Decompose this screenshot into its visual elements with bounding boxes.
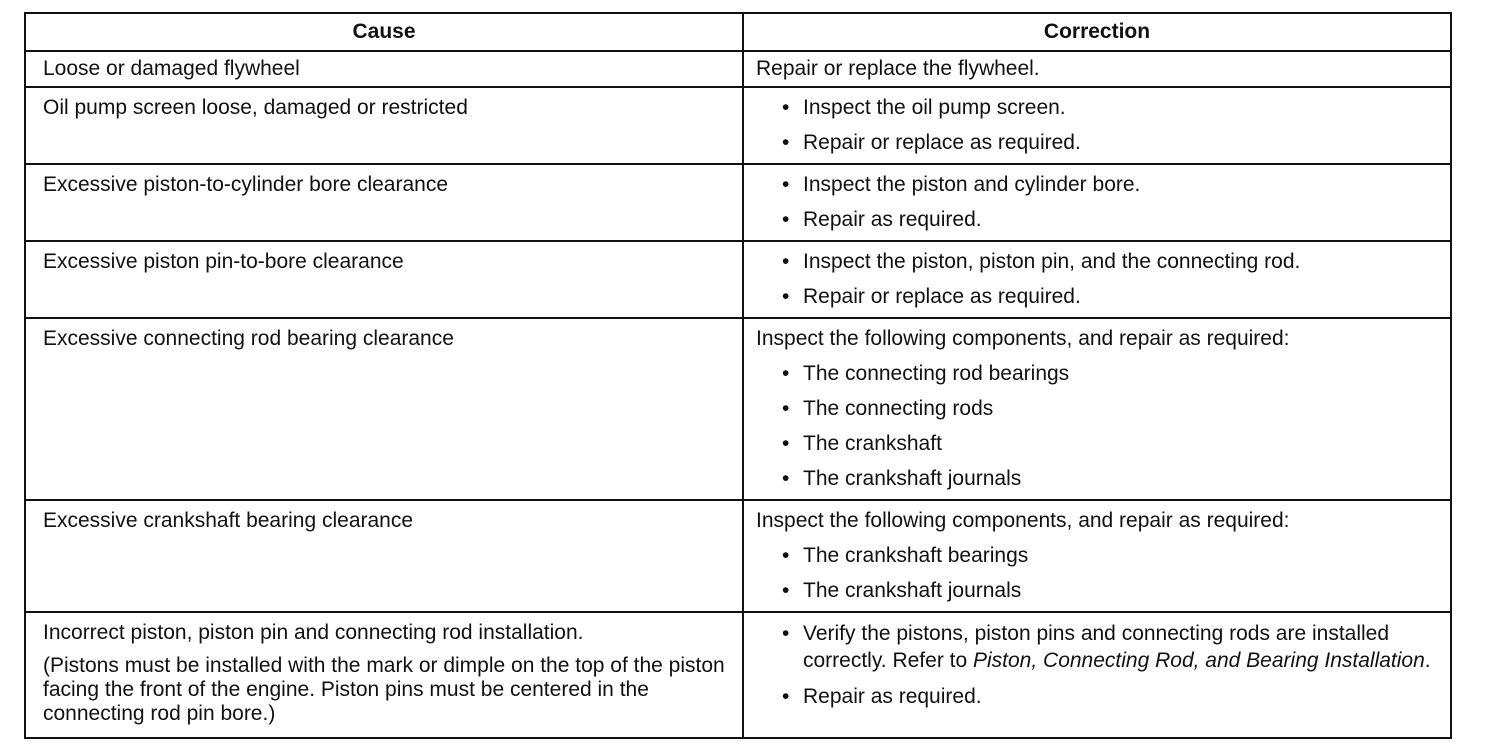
list-item: • Inspect the oil pump screen.	[782, 96, 1066, 119]
correction-cell	[743, 51, 1451, 87]
list-item: • The crankshaft bearings	[782, 544, 1029, 567]
correction-cell	[743, 164, 1451, 241]
header-correction: Correction	[743, 13, 1451, 51]
correction-cell	[743, 500, 1451, 612]
diagnosis-table	[24, 12, 1452, 739]
correction-list	[756, 361, 1442, 492]
list-item: • Repair or replace as required.	[782, 131, 1081, 154]
list-item: • The connecting rods	[782, 397, 994, 420]
table-row	[25, 241, 1451, 318]
table-row	[25, 51, 1451, 87]
correction-cell	[743, 87, 1451, 164]
bullet-icon: •	[782, 544, 790, 567]
bullet-icon: •	[782, 131, 790, 154]
bullet-icon: •	[782, 250, 790, 273]
correction-cell	[743, 241, 1451, 318]
correction-cell	[743, 612, 1451, 738]
list-item: • The crankshaft journals	[782, 467, 1022, 490]
list-item: • Repair or replace as required.	[782, 285, 1081, 308]
correction-text: Repair or replace the flywheel.	[756, 57, 1040, 80]
correction-list	[756, 172, 1442, 233]
list-item: • The crankshaft	[782, 432, 942, 455]
bullet-icon: •	[782, 397, 790, 420]
list-item: • Inspect the piston, piston pin, and the connecting rod.	[782, 250, 1301, 273]
table-row	[25, 87, 1451, 164]
cause-note: (Pistons must be installed with the mark or dimple on the top of the piston facing the front of the engine. Piston pins must be centered in the connecting rod pin bore.)	[43, 654, 725, 725]
cause-text: Excessive crankshaft bearing clearance	[43, 509, 414, 532]
correction-lead: Inspect the following components, and repair as required:	[756, 327, 1290, 350]
cause-cell	[25, 87, 743, 164]
correction-lead: Inspect the following components, and repair as required:	[756, 509, 1290, 532]
cause-cell	[25, 164, 743, 241]
cause-text: Excessive piston-to-cylinder bore clearance	[43, 173, 449, 196]
cause-cell	[25, 51, 743, 87]
list-item: • The connecting rod bearings	[782, 362, 1070, 385]
cause-cell	[25, 612, 743, 738]
bullet-icon: •	[782, 467, 790, 490]
bullet-icon: •	[782, 579, 790, 602]
bullet-icon: •	[782, 685, 790, 708]
bullet-icon: •	[782, 208, 790, 231]
bullet-icon: •	[782, 96, 790, 119]
reference-link-text: Piston, Connecting Rod, and Bearing Installation	[973, 649, 1425, 672]
cause-text: Excessive connecting rod bearing clearance	[43, 327, 454, 350]
table-row	[25, 164, 1451, 241]
list-item: • Verify the pistons, piston pins and connecting rods are installed correctly. Refer to Piston, Connecting Rod, and Bearing Installation.	[782, 622, 1431, 672]
header-cause: Cause	[25, 13, 743, 51]
cause-cell	[25, 318, 743, 500]
correction-list	[756, 620, 1442, 710]
correction-list	[756, 543, 1442, 604]
list-item: • The crankshaft journals	[782, 579, 1022, 602]
table-row	[25, 500, 1451, 612]
cause-cell	[25, 500, 743, 612]
correction-cell	[743, 318, 1451, 500]
cause-text: Oil pump screen loose, damaged or restricted	[43, 96, 468, 119]
cause-text: Excessive piston pin-to-bore clearance	[43, 250, 404, 273]
correction-list	[756, 249, 1442, 310]
cause-cell	[25, 241, 743, 318]
table-row	[25, 612, 1451, 738]
bullet-icon: •	[782, 622, 790, 645]
bullet-icon: •	[782, 173, 790, 196]
bullet-icon: •	[782, 285, 790, 308]
list-item: • Repair as required.	[782, 685, 982, 708]
bullet-icon: •	[782, 362, 790, 385]
cause-text: Loose or damaged flywheel	[43, 57, 300, 80]
header-row	[25, 13, 1451, 51]
cause-text: Incorrect piston, piston pin and connecting rod installation.	[43, 621, 584, 644]
list-item: • Inspect the piston and cylinder bore.	[782, 173, 1141, 196]
table-row	[25, 318, 1451, 500]
list-item: • Repair as required.	[782, 208, 982, 231]
correction-list	[756, 95, 1442, 156]
bullet-icon: •	[782, 432, 790, 455]
